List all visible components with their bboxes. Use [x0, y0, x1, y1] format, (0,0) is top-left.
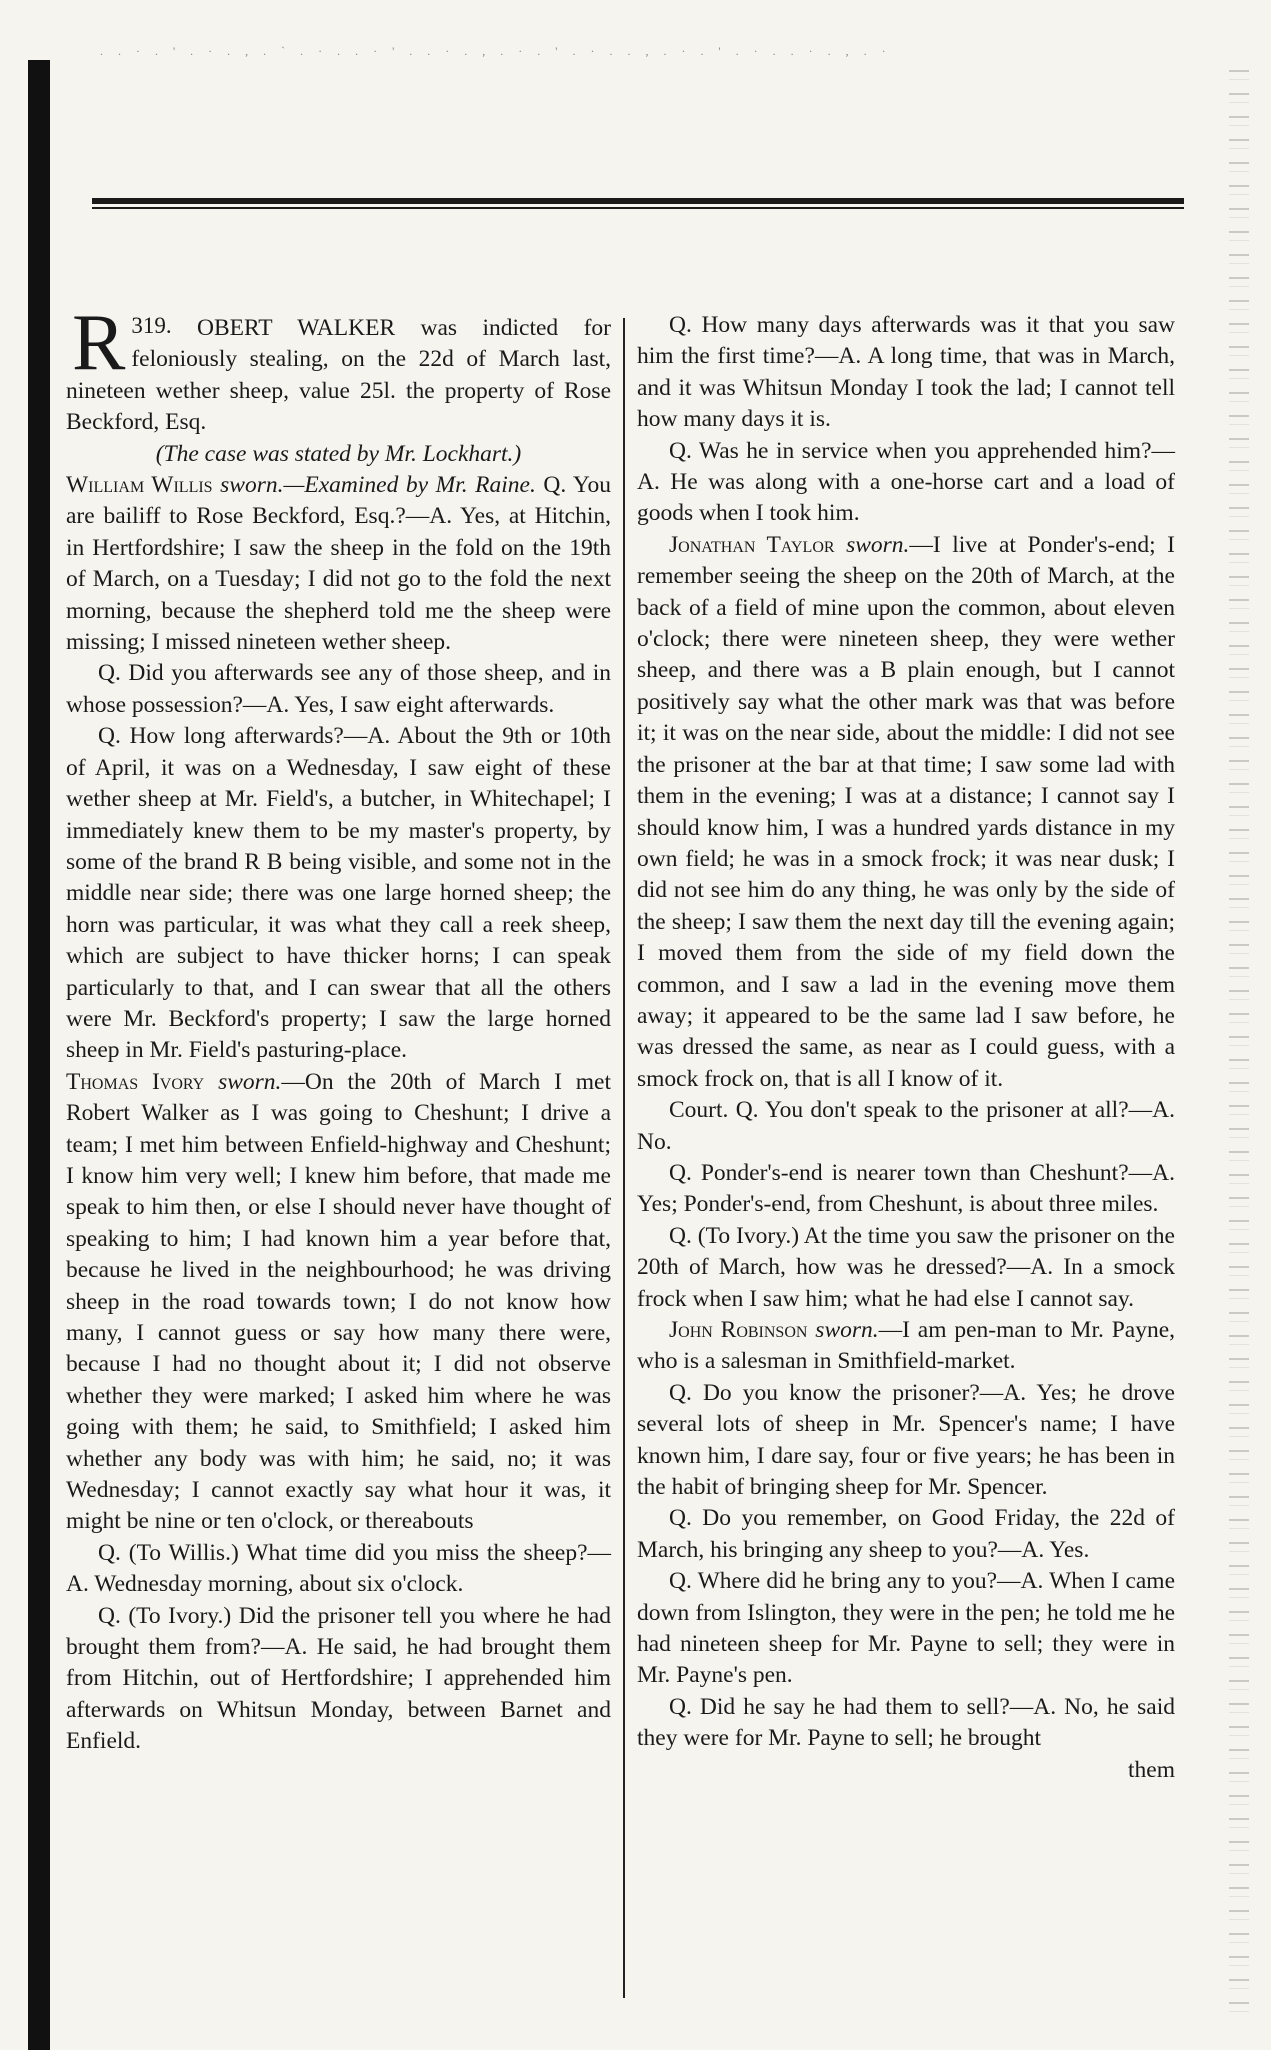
- case-opening: [66, 299, 611, 439]
- paragraph: Q. Where did he bring any to you?—A. When I came down from Islington, they were in the pen; he told me he had nineteen sheep for Mr. Payne to sell; they were in Mr. Payne's pen.: [637, 1568, 1175, 1689]
- paragraph: Q. How many days afterwards was it that you saw him the first time?—A. A long time, that was in March, and it was Whitsun Monday I took the lad; I cannot tell how many days it is.: [637, 312, 1175, 433]
- witness-sworn: sworn.: [815, 1317, 879, 1343]
- right-column: [637, 310, 1175, 1786]
- case-number: 319.: [131, 313, 172, 338]
- witness-name: Jonathan Taylor: [669, 531, 835, 558]
- scan-noise: . . · . ' . · . , . ` . · . . · ' . . · . , . · . ' . · . . , . · . ' . · . . · . , . ·: [100, 44, 892, 58]
- paragraph: [637, 1315, 1175, 1378]
- paragraph: Q. How long afterwards?—A. About the 9th or 10th of April, it was on a Wednesday, I saw eight of these wether sheep at Mr. Field's, a butcher, in Whitechapel; I immediately knew them to be my master's property, by some of the brand R B being visible, and some not in the middle near side; there was one large horned sheep; the horn was particular, it was what they call a reek sheep, which are subject to have thicker horns; I can speak particularly to that, and I can swear that all the others were Mr. Beckford's property; I saw the large horned sheep in Mr. Field's pasturing-place.: [66, 723, 611, 1064]
- paragraph: Q. Do you know the prisoner?—A. Yes; he drove several lots of sheep in Mr. Spencer's name; I have known him, I dare say, four or five years; he has been in the habit of bringing sheep for Mr. Spencer.: [637, 1379, 1175, 1501]
- left-column: [66, 299, 612, 1758]
- paragraph: Q. Ponder's-end is nearer town than Cheshunt?—A. Yes; Ponder's-end, from Cheshunt, is about three miles.: [637, 1159, 1175, 1218]
- witness-name: John Robinson: [669, 1317, 808, 1343]
- paragraph-text: Q. You are bailiff to Rose Beckford, Esq.?—A. Yes, at Hitchin, in Hertfordshire; I saw the sheep in the fold on the 19th of March, on a Tuesday; I did not go to the fold the next morning, because the shepherd told me the sheep were missing; I missed nineteen wether sheep.: [66, 472, 612, 656]
- paragraph: [66, 470, 611, 658]
- paragraph: Q. Do you remember, on Good Friday, the 22d of March, his bringing any sheep to you?—A. Yes.: [637, 1505, 1175, 1563]
- paragraph: Q. Did he say he had them to sell?—A. No, he said they were for Mr. Payne to sell; he brought: [637, 1693, 1175, 1752]
- case-statement: (The case was stated by Mr. Lockhart.): [155, 440, 522, 467]
- paragraph: Q. Was he in service when you apprehended him?—A. He was along with a one-horse cart and a load of goods when I took him.: [637, 437, 1175, 527]
- paragraph: Q. (To Ivory.) Did the prisoner tell you where he had brought them from?—A. He said, he had brought them from Hitchin, out of Hertfordshire; I apprehended him afterwards on Whitsun Monday, between Barnet and Enfield.: [66, 1602, 611, 1755]
- paragraph: Q. (To Ivory.) At the time you saw the prisoner on the 20th of March, how was he dressed?—A. In a smock frock when I saw him; what he had else I cannot say.: [637, 1222, 1175, 1312]
- header-rule: [92, 198, 1184, 204]
- witness-name: Thomas Ivory: [66, 1068, 205, 1095]
- paragraph: Q. (To Willis.) What time did you miss the sheep?—A. Wednesday morning, about six o'clock.: [66, 1539, 611, 1598]
- paragraph: Court. Q. You don't speak to the prisoner at all?—A. No.: [637, 1097, 1175, 1155]
- scan-edge-noise: [1229, 70, 1249, 2020]
- paragraph-text: —I am pen-man to Mr. Payne, who is a salesman in Smithfield-market.: [637, 1317, 1175, 1375]
- witness-name: William Willis: [66, 472, 213, 499]
- drop-cap: R: [72, 299, 126, 387]
- paragraph-text: —I live at Ponder's-end; I remember seeing the sheep on the 20th of March, at the back of a field of mine upon the common, about eleven o'clock; there were nineteen sheep, they were wether sheep, and there was a B plain enough, but I cannot positively say what the other mark was that was before it; it was on the near side, about the middle: I did not see the prisoner at the bar at that time; I saw some lad with them in the evening; I was at a distance; I cannot say I should know him, I was a hundred yards distance in my own field; he was in a smock frock; it was near dusk; I did not see him do any thing, he was only by the side of the sheep; I saw them the next day till the evening again; I moved them from the side of my field down the common, and I saw a lad in the evening move them away; it appeared to be the same lad I saw before, he was dressed the same, as near as I could guess, with a smock frock on, that is all I know of it.: [637, 531, 1176, 1092]
- witness-sworn: sworn.: [846, 531, 910, 558]
- scan-margin-bar: [28, 60, 50, 2050]
- column-divider: [623, 318, 625, 1998]
- witness-sworn: sworn.—Examined by Mr. Raine.: [220, 472, 536, 499]
- witness-sworn: sworn.: [218, 1068, 282, 1095]
- paragraph: [66, 1067, 611, 1538]
- indictment-text: OBERT WALKER was indicted for feloniously stealing, on the 22d of March last, nineteen wether sheep, value 25l. the property of Rose Beckford, Esq.: [66, 315, 611, 436]
- paragraph: Q. Did you afterwards see any of those sheep, and in whose possession?—A. Yes, I saw eight afterwards.: [66, 660, 611, 718]
- paragraph: [637, 530, 1175, 1095]
- catchword: them: [1128, 1756, 1175, 1783]
- header-rule-thin: [92, 207, 1184, 209]
- paragraph-text: —On the 20th of March I met Robert Walker as I was going to Cheshunt; I drive a team; I met him between Enfield-highway and Cheshunt; I know him very well; I knew him before, that made me speak to him then, or else I should never have thought of speaking to him; I had known him a year before that, because he lived in the neighbourhood; he was driving sheep in the road towards town; I do not know how many, I cannot guess or say how many there were, because I had no thought about it; I did not observe whether they were marked; I asked him where he was going with them; he said, to Smithfield; I asked him whether any body was with him; he said, no; it was Wednesday; I cannot exactly say what hour it was, it might be nine or ten o'clock, or thereabouts: [66, 1068, 612, 1535]
